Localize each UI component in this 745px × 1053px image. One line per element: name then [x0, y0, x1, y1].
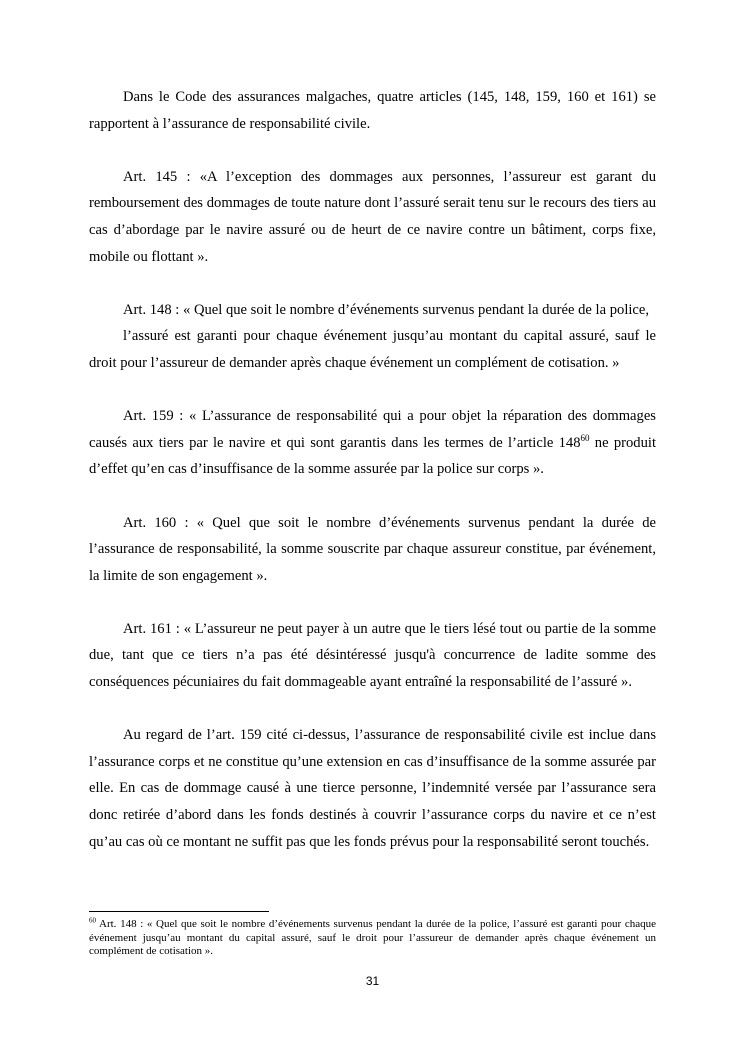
article-159-text-end: ne produit d’effet qu’en cas d’insuffisance de la somme assurée par la police sur corps ». [89, 434, 656, 478]
article-148-paragraph: l’assuré est garanti pour chaque événement jusqu’au montant du capital assuré, sauf le droit pour l’assureur de demander après chaque événement un complément de cotisation. » [89, 328, 656, 371]
footnote-separator [89, 911, 269, 912]
footnote [89, 918, 656, 959]
article-145-paragraph: Art. 145 : «A l’exception des dommages aux personnes, l’assureur est garant du remboursement des dommages de toute nature dont l’assuré serait tenu sur le recours des tiers au cas d’abordage par le navire assuré ou de heurt de ce navire contre un bâtiment, corps fixe, mobile ou flottant ». [89, 168, 656, 265]
article-161-paragraph: Art. 161 : « L’assureur ne peut payer à un autre que le tiers lésé tout ou partie de la somme due, tant que ce tiers n’a pas été désintéressé jusqu'à concurrence de ladite somme des conséquences pécuniaires du fait dommageable ayant entraîné la responsabilité de l’assuré ». [89, 620, 656, 691]
article-159-paragraph [89, 403, 656, 483]
footnote-text: Art. 148 : « Quel que soit le nombre d’événements survenus pendant la durée de la police, l’assuré est garanti pour chaque événement jusqu’au montant du capital assuré, sauf le droit pour l’assureur de demander après chaque événement un complément de cotisation ». [89, 918, 656, 957]
page-number: 31 [365, 974, 380, 988]
footnote-reference[interactable]: 60 [580, 432, 590, 443]
article-148-first-line: Art. 148 : « Quel que soit le nombre d’événements survenus pendant la durée de la police, [123, 301, 650, 318]
article-159-text: Art. 159 : « L’assurance de responsabilité qui a pour objet la réparation des dommages causés aux tiers par le navire et qui sont garantis dans les termes de l’article 148 [89, 408, 656, 451]
page-body [89, 84, 656, 882]
footnote-number: 60 [89, 916, 96, 925]
article-160-paragraph: Art. 160 : « Quel que soit le nombre d’événements survenus pendant la durée de l’assurance de responsabilité, la somme souscrite par chaque assureur constitue, par événement, la limite de son engagement ». [89, 514, 656, 584]
conclusion-paragraph: Au regard de l’art. 159 cité ci-dessus, l’assurance de responsabilité civile est inclue dans l’assurance corps et ne constitue qu’une extension en cas d’insuffisance de la somme assurée par elle. En cas de dommage causé à une tierce personne, l’indemnité versée par l’assurance sera donc retirée d’abord dans les fonds destinés à couvrir l’assurance corps du navire et ce n’est qu’au cas où ce montant ne suffit pas que les fonds prévus pour la responsabilité seront touchés. [89, 727, 656, 850]
intro-paragraph: Dans le Code des assurances malgaches, quatre articles (145, 148, 159, 160 et 161) se rapportent à l’assurance de responsabilité civile. [89, 89, 656, 132]
